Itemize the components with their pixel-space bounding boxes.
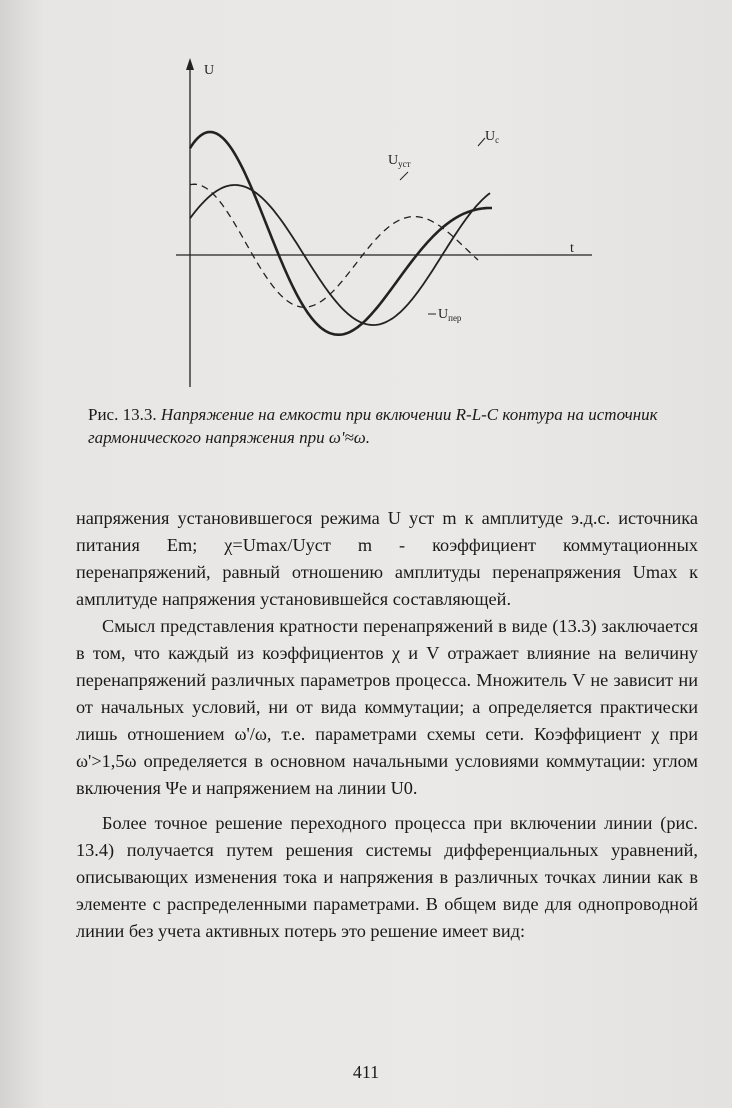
paragraph-3: Более точное решение переходного процесса при включении линии (рис. 13.4) получается путем решения системы дифференциальных уравнений, описывающих изменения тока и напряжения в различных точках линии как в элементе с распределенными параметрами. В общем виде для однопроводной линии без учета активных потерь это решение имеет вид: [76,813,698,941]
body-text [76,505,698,945]
caption-number: Рис. 13.3. [88,405,157,424]
curve-u-per [190,184,478,307]
caption-text: Напряжение на емкости при включении R-L-C контура на источник гармонического напряжения при ω'≈ω. [88,405,658,447]
figure-svg [160,52,600,392]
paragraph-2: Смысл представления кратности перенапряжений в виде (13.3) заключается в том, что каждый из коэффициентов χ и V отражает влияние на величину перенапряжений различных параметров процесса. Множитель V не зависит ни от начальных условий, ни от вида коммутации; а определяется практически лишь отношением ω'/ω, т.е. параметрами схемы сети. Коэффициент χ при ω'>1,5ω определяется в основном начальными условиями коммутации: углом включения Ψe и напряжением на линии U0. [76,616,698,798]
u-per-label: $U_{пер}$ [438,307,462,323]
curve-u-c [190,132,492,335]
figure-caption [88,403,698,449]
figure-13-3 [160,52,600,392]
t-axis-label: t [570,241,574,256]
page-number: 411 [352,1062,380,1082]
paragraph-1: напряжения установившегося режима U уст m к амплитуде э.д.с. источника питания Em; χ=Umax/Uуст m - коэффициент коммутационных перенапряжений, равный отношению амплитуды перенапряжения Umax к амплитуде напряжения установившейся составляющей. [76,508,698,609]
u-axis-label: U [204,63,215,78]
u-ust-leader [400,172,408,180]
u-c-leader [478,138,485,146]
u-c-label: $U_c$ [485,129,500,145]
u-axis-arrow [186,58,194,70]
u-ust-label: $U_{уст}$ [388,153,411,169]
